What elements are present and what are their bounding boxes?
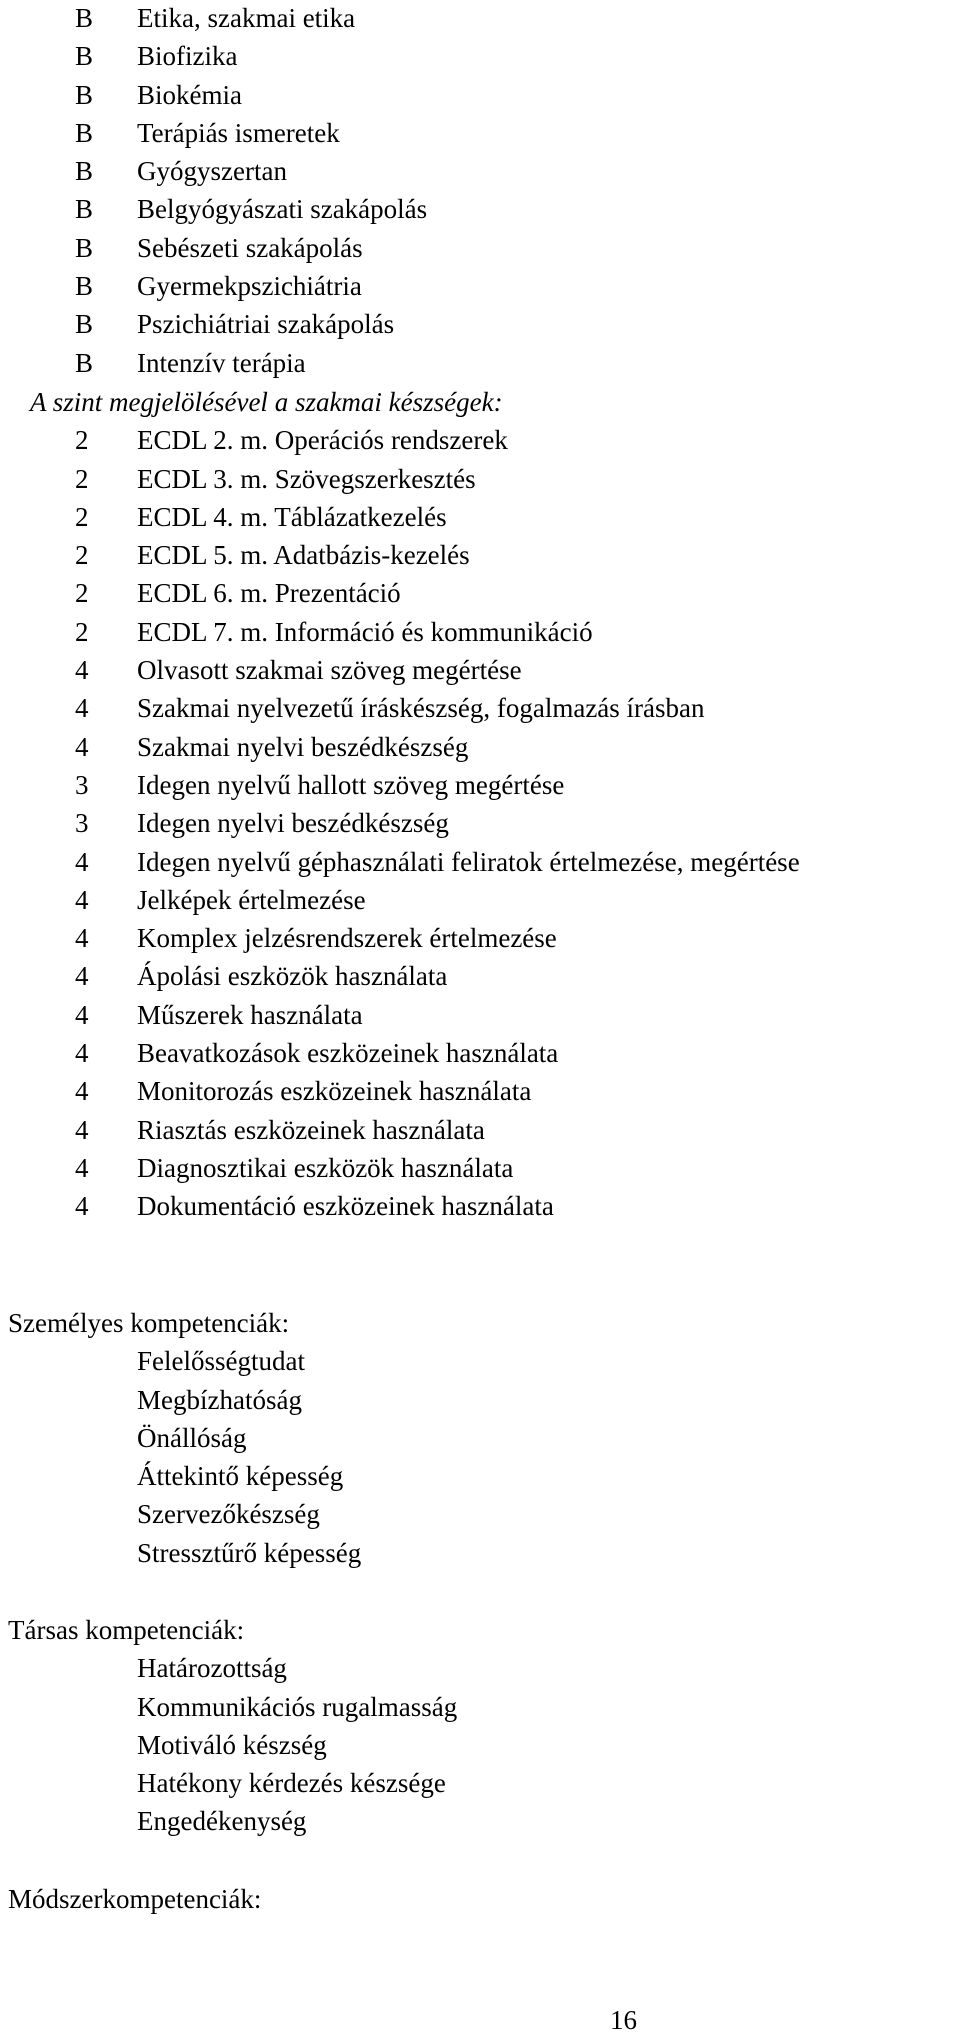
list-item [0,498,960,536]
item-label: Megbízhatóság [137,1384,302,1415]
list-item [0,190,960,228]
list-item [0,536,960,574]
list-item [0,1187,960,1225]
item-label: Szakmai nyelvi beszédkészség [137,731,469,762]
level-code: B [75,194,94,225]
level-code: 4 [75,884,89,915]
list-item [0,1764,960,1802]
level-code: 4 [75,1191,89,1222]
item-label: Engedékenység [137,1806,307,1837]
method-competencies-section [0,1880,960,1918]
level-code: 2 [75,463,89,494]
list-item [0,651,960,689]
level-code: B [75,3,94,33]
item-label: Hatékony kérdezés készsége [137,1768,446,1799]
list-item [0,37,960,75]
item-label: Szakmai nyelvezetű íráskészség, fogalmazás írásban [137,693,705,724]
list-item [0,919,960,957]
item-label: Diagnosztikai eszközök használata [137,1152,514,1183]
skills-heading: A szint megjelölésével a szakmai készségek: [30,387,503,417]
level-code: 3 [75,769,89,800]
item-label: Gyógyszertan [137,156,287,187]
list-item [0,804,960,842]
list-item [0,1457,960,1495]
list-item [0,1342,960,1380]
list-item [0,1649,960,1687]
level-code: 4 [75,1114,89,1145]
personal-heading: Személyes kompetenciák: [8,1308,290,1338]
level-code: 2 [75,540,89,571]
section-heading [0,1611,960,1649]
list-item [0,421,960,459]
item-label: ECDL 5. m. Adatbázis-kezelés [137,540,470,571]
level-code: B [75,232,94,263]
level-code: B [75,79,94,110]
item-label: Biokémia [137,79,242,110]
item-label: Idegen nyelvű géphasználati feliratok értelmezése, megértése [137,846,800,877]
level-code: B [75,347,94,378]
list-item [0,728,960,766]
list-item [0,152,960,190]
level-code: 4 [75,1076,89,1107]
list-item [0,76,960,114]
list-item [0,613,960,651]
item-label: ECDL 4. m. Táblázatkezelés [137,501,447,532]
item-label: Felelősségtudat [137,1346,305,1377]
list-item [0,843,960,881]
level-code: 4 [75,846,89,877]
list-item [0,460,960,498]
section-heading [0,383,960,421]
level-code: B [75,41,94,72]
level-code: 4 [75,655,89,686]
list-item [0,1688,960,1726]
list-item [0,881,960,919]
list-item [0,0,960,37]
page-number: 16 [610,2005,637,2035]
item-label: Idegen nyelvű hallott szöveg megértése [137,769,565,800]
level-code: B [75,156,94,187]
item-label: Stressztűrő képesség [137,1537,362,1568]
list-item [0,1726,960,1764]
item-label: Etika, szakmai etika [137,3,356,33]
list-item [0,957,960,995]
item-label: Határozottság [137,1653,287,1684]
item-label: Belgyógyászati szakápolás [137,194,428,225]
item-label: Szervezőkészség [137,1499,320,1530]
item-label: Intenzív terápia [137,347,306,378]
method-heading: Módszerkompetenciák: [8,1884,262,1914]
level-code: B [75,117,94,148]
item-label: Biofizika [137,41,238,72]
social-competencies-section [0,1611,960,1841]
list-item [0,305,960,343]
section-heading [0,1880,960,1918]
item-label: Sebészeti szakápolás [137,232,363,263]
level-code: 2 [75,578,89,609]
item-label: ECDL 3. m. Szövegszerkesztés [137,463,476,494]
item-label: Műszerek használata [137,999,363,1030]
list-item [0,344,960,382]
list-item [0,1419,960,1457]
item-label: Terápiás ismeretek [137,117,340,148]
level-code: 2 [75,501,89,532]
list-item [0,1381,960,1419]
level-code: 4 [75,1038,89,1069]
level-code: 4 [75,923,89,954]
level-b-list [0,0,960,382]
item-label: Idegen nyelvi beszédkészség [137,808,449,839]
list-item [0,1034,960,1072]
level-code: 4 [75,731,89,762]
item-label: Kommunikációs rugalmasság [137,1691,458,1722]
list-item [0,1495,960,1533]
list-item [0,689,960,727]
item-label: Áttekintő képesség [137,1461,344,1492]
item-label: Beavatkozások eszközeinek használata [137,1038,559,1069]
list-item [0,766,960,804]
level-code: 4 [75,693,89,724]
list-item [0,1111,960,1149]
item-label: ECDL 6. m. Prezentáció [137,578,401,609]
item-label: Olvasott szakmai szöveg megértése [137,655,522,686]
list-item [0,574,960,612]
level-code: 2 [75,425,89,456]
social-heading: Társas kompetenciák: [8,1615,245,1645]
list-item [0,1072,960,1110]
item-label: Riasztás eszközeinek használata [137,1114,485,1145]
item-label: ECDL 2. m. Operációs rendszerek [137,425,508,456]
list-item [0,229,960,267]
item-label: Pszichiátriai szakápolás [137,309,395,340]
item-label: Komplex jelzésrendszerek értelmezése [137,923,557,954]
item-label: Monitorozás eszközeinek használata [137,1076,532,1107]
level-code: 4 [75,1152,89,1183]
level-code: 3 [75,808,89,839]
level-code: 4 [75,961,89,992]
personal-competencies-section [0,1304,960,1572]
level-code: B [75,271,94,302]
list-item [0,1149,960,1187]
item-label: Ápolási eszközök használata [137,961,448,992]
list-item [0,1534,960,1572]
item-label: Jelképek értelmezése [137,884,366,915]
level-code: 2 [75,616,89,647]
skills-section [0,383,960,1226]
list-item [0,267,960,305]
section-heading [0,1304,960,1342]
item-label: Gyermekpszichiátria [137,271,362,302]
list-item [0,996,960,1034]
item-label: Motiváló készség [137,1729,327,1760]
level-code: B [75,309,94,340]
list-item [0,1802,960,1840]
item-label: ECDL 7. m. Információ és kommunikáció [137,616,593,647]
item-label: Dokumentáció eszközeinek használata [137,1191,554,1222]
item-label: Önállóság [137,1422,247,1453]
list-item [0,114,960,152]
level-code: 4 [75,999,89,1030]
